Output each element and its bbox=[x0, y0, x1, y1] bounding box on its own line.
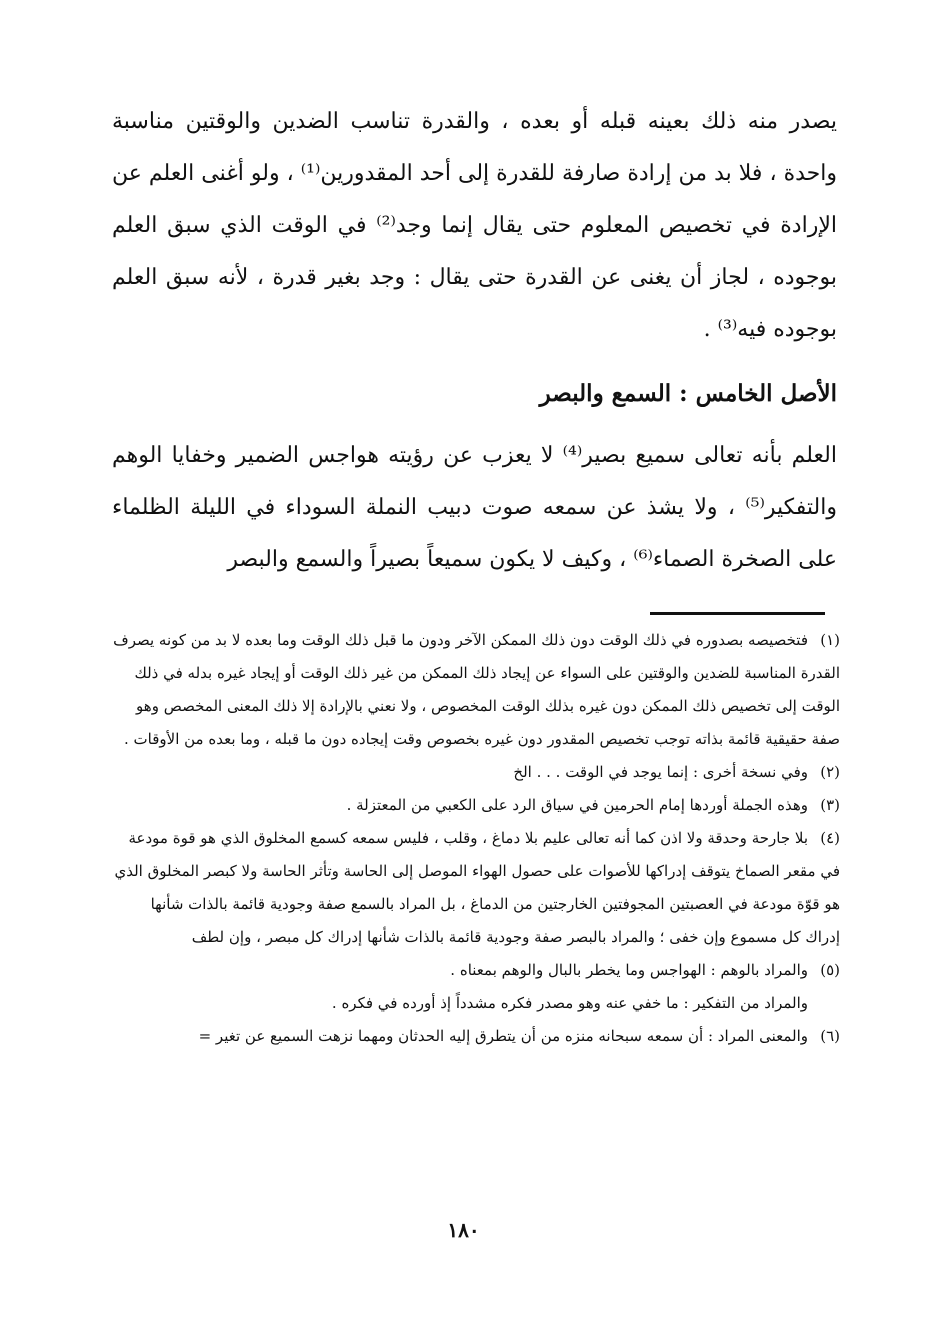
footnote-text: فتخصيصه بصدوره في ذلك الوقت دون ذلك الممكن الآخر ودون ما قبل ذلك الوقت وما بعده لا بد من كونه يصرف القدرة المناسبة للضدين والوقتين على السواء عن إيجاد ذلك الممكن من غير ذلك الوقت أو إيجاد غيره بدله في ذلك الوقت إلى تخصيص ذلك الممكن دون غيره بذلك الوقت المخصوص ، ولا نعني بالإرادة إلا ذلك المعنى المخصص وهو صفة حقيقية قائمة بذاته توجب تخصيص المقدور دون غيره بخصوص وقت إيجاده دون ما قبله ، وما بعده من الأوقات . bbox=[113, 631, 840, 748]
footnote-text: والمراد بالوهم : الهواجس وما يخطر بالبال والوهم بمعناه . bbox=[450, 961, 808, 979]
footnote-text: والمعنى المراد : أن سمعه سبحانه منزه من أن يتطرق إليه الحدثان ومهما نزهت السميع عن تغير = bbox=[198, 1027, 808, 1045]
footnote-number: (١) bbox=[820, 631, 840, 649]
main-paragraph-1: يصدر منه ذلك بعينه قبله أو بعده ، والقدرة تناسب الضدين والوقتين مناسبة واحدة ، فلا بد من إرادة صارفة للقدرة إلى أحد المقدورين⁽¹⁾ ، ولو أغنى العلم عن الإرادة في تخصيص المعلوم حتى يقال إنما وجد⁽²⁾ في الوقت الذي سبق العلم بوجوده ، لجاز أن يغنى عن القدرة حتى يقال : وجد بغير قدرة ، لأنه سبق العلم بوجوده فيه⁽³⁾ . bbox=[112, 109, 837, 342]
footnote-number: (٣) bbox=[820, 796, 840, 814]
footnote-6 bbox=[112, 1020, 840, 1053]
footnote-number: (٤) bbox=[820, 829, 840, 847]
footnote-number: (٥) bbox=[820, 961, 840, 979]
section-heading: الأصل الخامس : السمع والبصر bbox=[539, 380, 837, 407]
footnote-number: (٦) bbox=[820, 1027, 840, 1045]
footnotes bbox=[112, 624, 840, 1053]
footnote-separator bbox=[650, 612, 825, 615]
main-text bbox=[112, 96, 837, 586]
footnote-4 bbox=[112, 822, 840, 954]
footnote-text: وفي نسخة أخرى : إنما يوجد في الوقت . . . الخ bbox=[513, 763, 808, 781]
page-number: ١٨٠ bbox=[447, 1218, 480, 1242]
main-paragraph-2: العلم بأنه تعالى سميع بصير⁽⁴⁾ لا يعزب عن رؤيته هواجس الضمير وخفايا الوهم والتفكير⁽⁵⁾ ، ولا يشذ عن سمعه صوت دبيب النملة السوداء في الليلة الظلماء على الصخرة الصماء⁽⁶⁾ ، وكيف لا يكون سميعاً بصيراً والسمع والبصر bbox=[112, 443, 837, 572]
footnote-5 bbox=[112, 954, 840, 987]
footnote-number: (٢) bbox=[820, 763, 840, 781]
footnote-text: بلا جارحة وحدقة ولا اذن كما أنه تعالى عليم بلا دماغ ، وقلب ، فليس سمعه كسمع المخلوق الذي هو قوة مودعة في مقعر الصماخ يتوقف إدراكها للأصوات على حصول الهواء الموصل إلى الحاسة وتأثر الحاسة ولا كبصر المخلوق الذي هو قوّة مودعة في العصبتين المجوفتين الخارجتين من الدماغ ، بل المراد بالسمع صفة وجودية قائمة بالذات شأنها إدراك كل مسموع وإن خفى ؛ والمراد بالبصر صفة وجودية قائمة بالذات شأنها إدراك كل مبصر ، وإن لطف bbox=[114, 829, 840, 946]
footnote-3 bbox=[112, 789, 840, 822]
footnote-2 bbox=[112, 756, 840, 789]
footnote-1 bbox=[112, 624, 840, 756]
footnote-text: وهذه الجملة أوردها إمام الحرمين في سياق الرد على الكعبي من المعتزلة . bbox=[346, 796, 808, 814]
footnote-text: والمراد من التفكير : ما خفي عنه وهو مصدر فكره مشدداً إذ أورده في فكره . bbox=[331, 994, 808, 1012]
footnote-5-continuation bbox=[112, 987, 840, 1020]
